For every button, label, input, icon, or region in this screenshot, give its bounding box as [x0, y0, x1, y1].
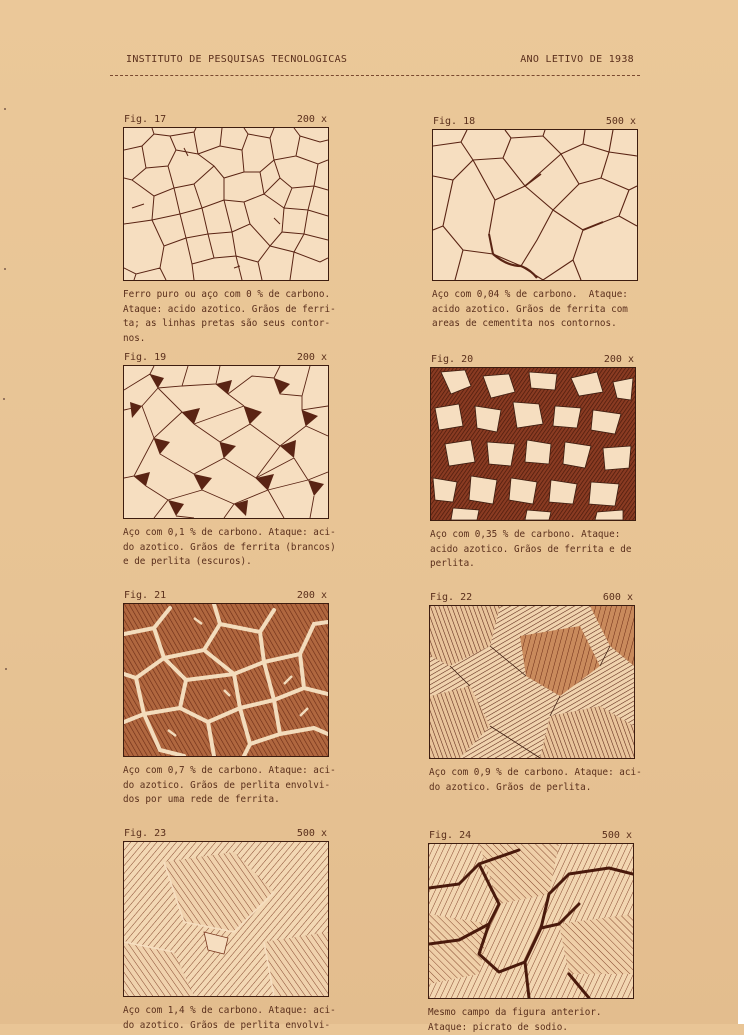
micrograph-pearlite-lamellar: [429, 605, 635, 759]
paper-speck: [5, 668, 7, 670]
figure-caption: Aço com 0,35 % de carbono. Ataque: acido azotico. Grãos de ferrita e de perlita.: [430, 529, 632, 569]
institute-name: INSTITUTO DE PESQUISAS TECNOLOGICAS: [126, 54, 348, 65]
micrograph-sodium-picrate-etch: [428, 843, 634, 999]
figure-number: Fig. 22: [430, 592, 473, 603]
figure-number: Fig. 19: [124, 352, 167, 363]
figure-19: [123, 352, 336, 570]
figure-number: Fig. 21: [124, 590, 167, 601]
figure-caption: Aço com 0,1 % de carbono. Ataque: aci- do azotico. Grãos de ferrita (brancos) e de perlita (escuros).: [123, 527, 336, 567]
figure-magnification: 600 x: [602, 592, 633, 603]
figure-caption: Mesmo campo da figura anterior. Ataque: picrato de sodio.: [428, 1007, 602, 1033]
page-header: [126, 52, 634, 72]
figure-caption: Aço com 0,04 % de carbono. Ataque: acido azotico. Grãos de ferrita com areas de cementita nos contornos.: [432, 289, 628, 329]
paper-speck: [4, 268, 6, 270]
figure-magnification: 200 x: [296, 352, 327, 363]
figure-magnification: 200 x: [296, 590, 327, 601]
figure-20: [430, 354, 636, 572]
figure-magnification: 500 x: [296, 828, 327, 839]
figure-22: [429, 592, 642, 795]
header-rule: [110, 75, 640, 76]
figure-magnification: 200 x: [603, 354, 634, 365]
figure-magnification: 200 x: [296, 114, 327, 125]
figure-caption: Ferro puro ou aço com 0 % de carbono. Ataque: acido azotico. Grãos de ferri- ta; as linhas pretas são seus contor- nos.: [123, 289, 336, 344]
micrograph-ferrite-pearlite-low: [123, 365, 329, 519]
figure-number: Fig. 23: [124, 828, 167, 839]
figure-caption: Aço com 0,9 % de carbono. Ataque: aci- do azotico. Grãos de perlita.: [429, 767, 642, 793]
micrograph-pearlite-ferrite-network: [123, 603, 329, 757]
figure-magnification: 500 x: [601, 830, 632, 841]
figure-18: [432, 116, 638, 332]
figure-24: [428, 830, 634, 1035]
figure-number: Fig. 18: [433, 116, 476, 127]
figure-magnification: 500 x: [605, 116, 636, 127]
micrograph-ferrite-pearlite-medium: [430, 367, 636, 521]
micrograph-pearlite-cementite-network: [123, 841, 329, 997]
figure-caption: Aço com 1,4 % de carbono. Ataque: aci- do azotico. Grãos de perlita envolvi-: [123, 1005, 336, 1031]
figure-number: Fig. 20: [431, 354, 474, 365]
paper-speck: [4, 108, 6, 110]
figure-21: [123, 590, 336, 808]
figure-caption: Aço com 0,7 % de carbono. Ataque: aci- do azotico. Grãos de perlita envolvi- dos por uma rede de ferrita.: [123, 765, 336, 805]
paper-speck: [3, 398, 5, 400]
micrograph-ferrite-grains: [123, 127, 329, 281]
micrograph-ferrite-cementite: [432, 129, 638, 281]
scan-edge: [738, 0, 744, 1024]
academic-year: ANO LETIVO DE 1938: [520, 54, 634, 65]
figure-number: Fig. 17: [124, 114, 167, 125]
figure-number: Fig. 24: [429, 830, 472, 841]
figure-17: [123, 114, 336, 346]
figure-23: [123, 828, 336, 1033]
